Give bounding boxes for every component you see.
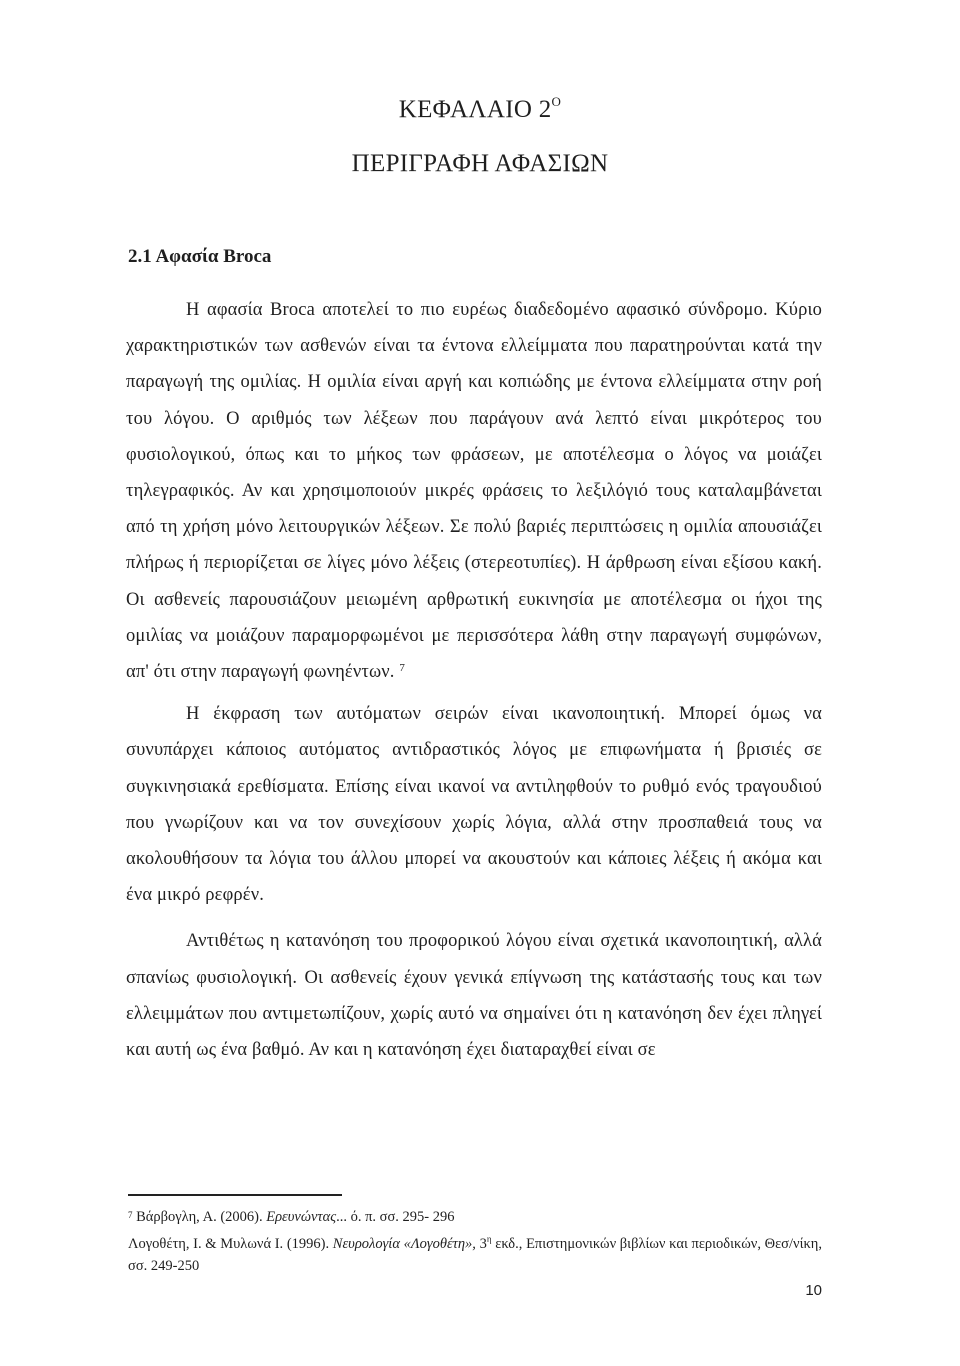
footnote-citation-1: Βάρβογλη, Α. (2006).: [136, 1209, 267, 1225]
paragraph-1-text: Η αφασία Broca αποτελεί το πιο ευρέως διαδεδομένο αφασικό σύνδρομο. Κύριο χαρακτηριστικών των ασθενών είναι τα έντονα ελλείμματα που παρατηρούνται κατά την παραγωγή της ομιλίας. Η ομιλία είναι αργή και κοπιώδης με έντονα ελλείμματα στην ροή του λόγου. Ο αριθμός των λέξεων που παράγουν ανά λεπτό είναι μικρότερος του φυσιολογικού, όπως και το μήκος των φράσεων, με αποτέλεσμα ο λόγος να μοιάζει τηλεγραφικός. Αν και χρησιμοποιούν μικρές φράσεις το λεξιλόγιό τους καταλαμβάνεται από τη χρήση μόνο λειτουργικών λέξεων. Σε πολύ βαριές περιπτώσεις η ομιλία απουσιάζει πλήρως ή περιορίζεται σε λίγες μόνο λέξεις (στερεοτυπίες). Η άρθρωση είναι εξίσου κακή. Οι ασθενείς παρουσιάζουν μειωμένη αρθρωτική ευκινησία με αποτέλεσμα οι ήχοι της ομιλίας να μοιάζουν παραμορφωμένοι με περισσότερα λάθη στην παραγωγή συμφώνων, απ' ότι στην παραγωγή φωνηέντων.: [126, 300, 822, 683]
chapter-title-text: ΚΕΦΑΛΑΙΟ 2: [398, 96, 552, 123]
footnote-line-1: [128, 1206, 822, 1228]
footnote-citation-2: Λογοθέτη, Ι. & Μυλωνά Ι. (1996).: [128, 1235, 333, 1252]
footnote-number: 7: [128, 1210, 133, 1220]
footnote-citation-1-pages: ... ό. π. σσ. 295- 296: [336, 1209, 455, 1225]
chapter-title: [0, 96, 960, 124]
section-heading: 2.1 Αφασία Broca: [128, 246, 272, 267]
footnote-citation-2-edition: 3: [475, 1235, 487, 1252]
footnote-citation-2-title: Νευρολογία «Λογοθέτη»,: [332, 1235, 476, 1252]
footnote-divider: [128, 1194, 342, 1196]
paragraph-2: Η έκφραση των αυτόματων σειρών είναι ικανοποιητική. Μπορεί όμως να συνυπάρχει κάποιος αυτόματος αντιδραστικός λόγος με επιφωνήματα ή βρισιές σε συγκινησιακά ερεθίσματα. Επίσης είναι ικανοί να αντιληφθούν το ρυθμό ενός τραγουδιού που γνωρίζουν και να τον συνεχίσουν χωρίς λόγια, αλλά στην προσπαθειά τους να ακολουθήσουν τα λόγια του άλλου μπορεί να ακουστούν και κάποιες λέξεις ή ακόμα και ένα μικρό ρεφρέν.: [126, 704, 822, 906]
page-number: 10: [805, 1282, 822, 1299]
footnote-line-2: [128, 1228, 822, 1277]
footnotes: [128, 1206, 822, 1277]
chapter-subtitle: ΠΕΡΙΓΡΑΦΗ ΑΦΑΣΙΩΝ: [351, 150, 609, 177]
body-text: [126, 292, 822, 1068]
footnote-citation-1-title: Ερευνώντας: [266, 1209, 337, 1225]
paragraph-1: [126, 292, 822, 690]
footnote-citation-2-publisher: εκδ., Επιστημονικών βιβλίων και περιοδικών, Θεσ/νίκη, σσ. 249-250: [128, 1235, 822, 1274]
chapter-title-superscript: Ο: [551, 94, 562, 109]
paragraph-3: Αντιθέτως η κατανόηση του προφορικού λόγου είναι σχετικά ικανοποιητική, αλλά σπανίως φυσιολογική. Οι ασθενείς έχουν γενικά επίγνωση της κατάστασής τους και των ελλειμμάτων που αντιμετωπίζουν, χωρίς αυτό να σημαίνει ότι η κατανόηση δεν έχει πληγεί και αυτή ως ένα βαθμό. Αν και η κατανόηση έχει διαταραχθεί είναι σε: [126, 931, 822, 1061]
footnote-citation-2-edition-sup: η: [486, 1234, 492, 1244]
footnote-reference: 7: [399, 662, 405, 675]
